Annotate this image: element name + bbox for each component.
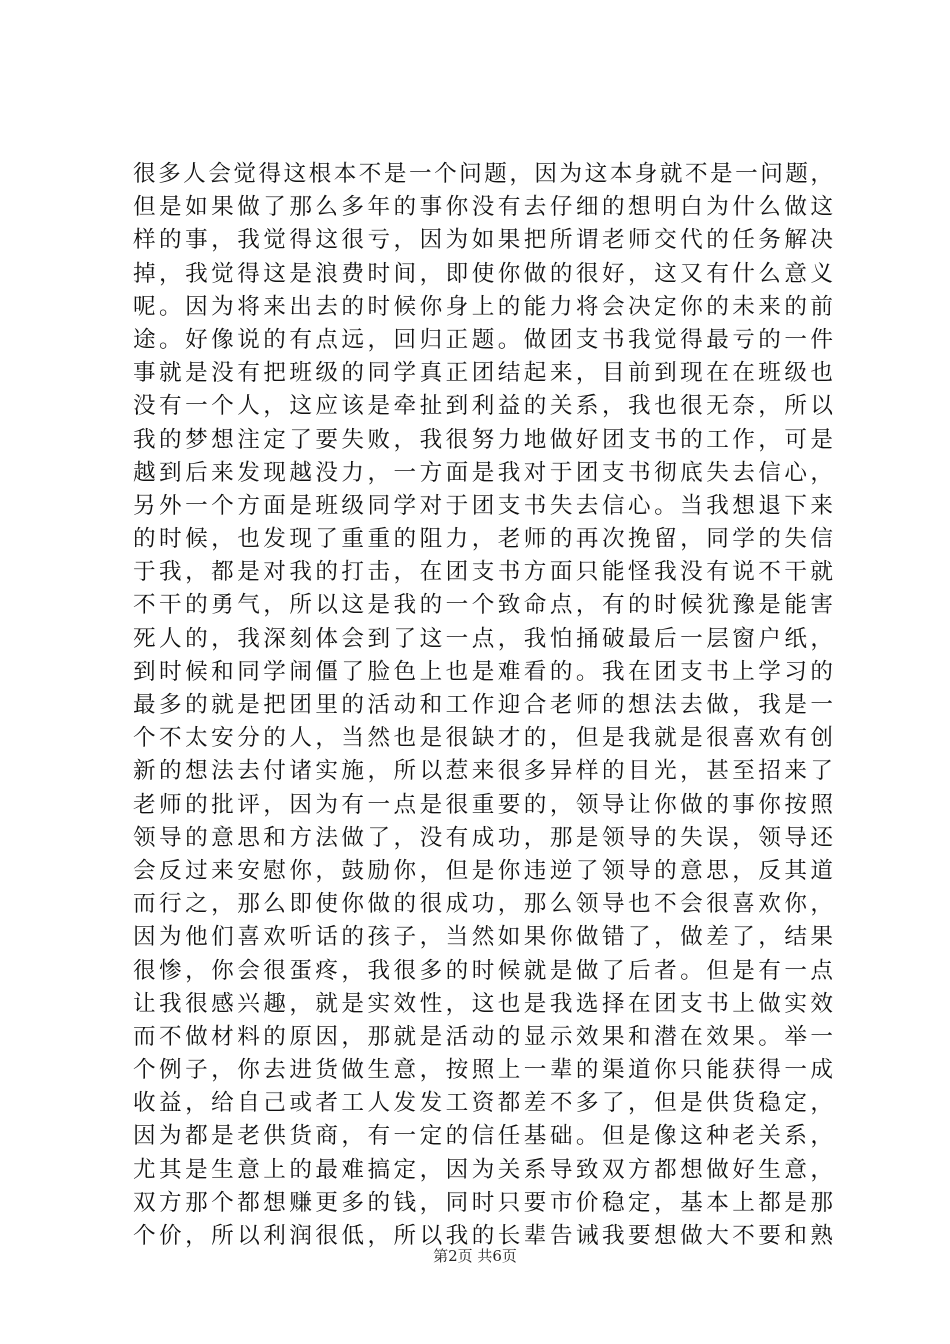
text-line: 的时候，也发现了重重的阻力，老师的再次挽留，同学的失信 bbox=[133, 526, 833, 553]
text-line: 死人的，我深刻体会到了这一点，我怕捅破最后一层窗户纸， bbox=[133, 625, 833, 652]
text-line: 尤其是生意上的最难搞定，因为关系导致双方都想做好生意， bbox=[133, 1156, 833, 1183]
text-line: 个例子，你去进货做生意，按照上一辈的渠道你只能获得一成 bbox=[133, 1057, 833, 1084]
text-line: 很惨，你会很蛋疼，我很多的时候就是做了后者。但是有一点 bbox=[133, 957, 833, 984]
text-line: 因为都是老供货商，有一定的信任基础。但是像这种老关系， bbox=[133, 1123, 833, 1150]
page-number-footer: 第2页 共6页 bbox=[433, 1247, 517, 1265]
text-line: 但是如果做了那么多年的事你没有去仔细的想明白为什么做这 bbox=[133, 194, 833, 221]
text-line: 呢。因为将来出去的时候你身上的能力将会决定你的未来的前 bbox=[133, 293, 833, 320]
text-line: 事就是没有把班级的同学真正团结起来，目前到现在在班级也 bbox=[133, 360, 833, 387]
text-line: 老师的批评，因为有一点是很重要的，领导让你做的事你按照 bbox=[133, 791, 833, 818]
text-line: 新的想法去付诸实施，所以惹来很多异样的目光，甚至招来了 bbox=[133, 758, 833, 785]
text-line: 最多的就是把团里的活动和工作迎合老师的想法去做，我是一 bbox=[133, 692, 833, 718]
text-line: 到时候和同学闹僵了脸色上也是难看的。我在团支书上学习的 bbox=[133, 658, 833, 685]
text-line: 掉，我觉得这是浪费时间，即使你做的很好，这又有什么意义 bbox=[133, 260, 833, 287]
text-line: 于我，都是对我的打击，在团支书方面只能怪我没有说不干就 bbox=[133, 559, 833, 586]
text-line: 领导的意思和方法做了，没有成功，那是领导的失误，领导还 bbox=[133, 824, 833, 851]
text-line: 没有一个人，这应该是牵扯到利益的关系，我也很无奈，所以 bbox=[133, 393, 833, 420]
text-line: 不干的勇气，所以这是我的一个致命点，有的时候犹豫是能害 bbox=[133, 592, 833, 619]
text-line: 而行之，那么即使你做的很成功，那么领导也不会很喜欢你， bbox=[133, 891, 833, 918]
text-line: 途。好像说的有点远，回归正题。做团支书我觉得最亏的一件 bbox=[133, 326, 833, 353]
text-line: 另外一个方面是班级同学对于团支书失去信心。当我想退下来 bbox=[133, 492, 833, 519]
text-line: 个不太安分的人，当然也是很缺才的，但是我就是很喜欢有创 bbox=[133, 725, 833, 752]
text-line: 样的事，我觉得这很亏，因为如果把所谓老师交代的任务解决 bbox=[133, 227, 833, 254]
text-line: 很多人会觉得这根本不是一个问题，因为这本身就不是一问题， bbox=[133, 161, 833, 187]
text-line: 而不做材料的原因，那就是活动的显示效果和潜在效果。举一 bbox=[133, 1023, 833, 1050]
text-line: 会反过来安慰你，鼓励你，但是你违逆了领导的意思，反其道 bbox=[133, 857, 833, 884]
text-line: 个价，所以利润很低，所以我的长辈告诫我要想做大不要和熟 bbox=[133, 1223, 833, 1249]
text-line: 双方那个都想赚更多的钱，同时只要市价稳定，基本上都是那 bbox=[133, 1189, 833, 1216]
text-line: 因为他们喜欢听话的孩子，当然如果你做错了，做差了，结果 bbox=[133, 924, 833, 951]
text-line: 收益，给自己或者工人发发工资都差不多了，但是供货稳定， bbox=[133, 1090, 833, 1117]
text-line: 我的梦想注定了要失败，我很努力地做好团支书的工作，可是 bbox=[133, 426, 833, 453]
text-line: 让我很感兴趣，就是实效性，这也是我选择在团支书上做实效 bbox=[133, 990, 833, 1017]
text-line: 越到后来发现越没力，一方面是我对于团支书彻底失去信心， bbox=[133, 459, 833, 486]
body-paragraph bbox=[133, 158, 833, 1253]
